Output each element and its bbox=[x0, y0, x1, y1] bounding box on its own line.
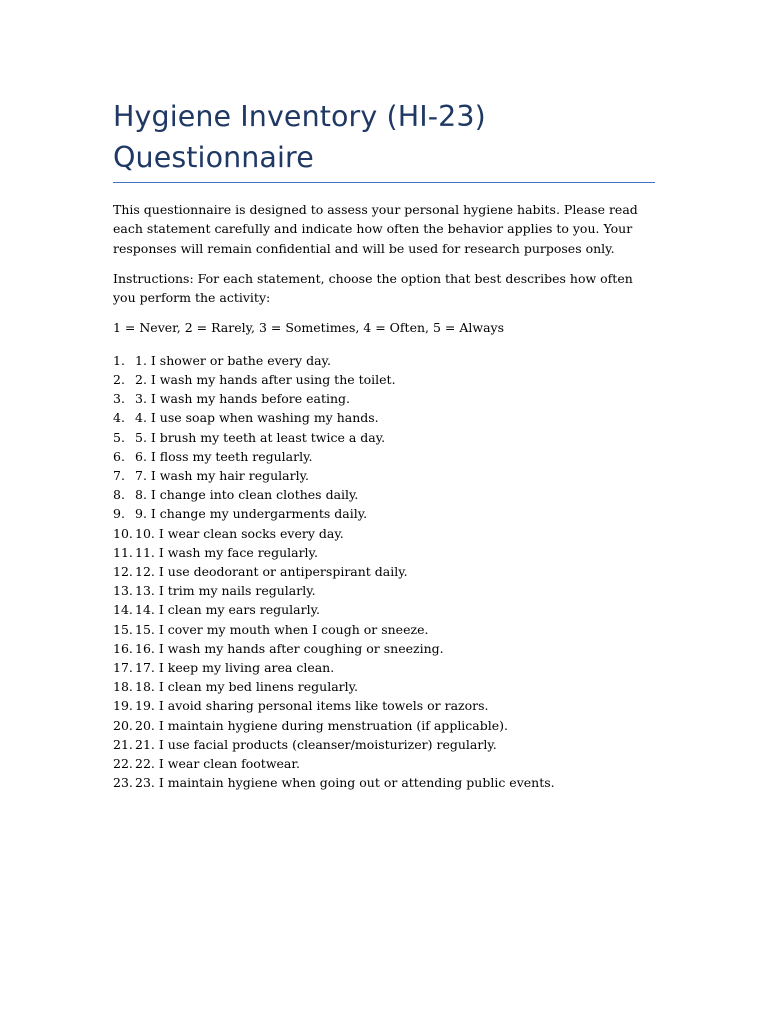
rating-scale: 1 = Never, 2 = Rarely, 3 = Sometimes, 4 = Often, 5 = Always bbox=[113, 320, 504, 336]
item-text: 20. I maintain hygiene during menstruation (if applicable). bbox=[135, 717, 509, 733]
list-item bbox=[113, 754, 655, 773]
title-line-1: Hygiene Inventory (HI-23) bbox=[113, 100, 486, 133]
list-item bbox=[113, 428, 655, 447]
item-number: 3. bbox=[113, 391, 125, 407]
list-item bbox=[113, 524, 655, 543]
item-number: 15. bbox=[113, 621, 133, 637]
item-number: 17. bbox=[113, 660, 133, 676]
list-item bbox=[113, 773, 655, 792]
item-number: 6. bbox=[113, 448, 125, 464]
item-number: 23. bbox=[113, 775, 133, 791]
title-underline bbox=[113, 182, 655, 183]
item-number: 18. bbox=[113, 679, 133, 695]
list-item bbox=[113, 351, 655, 370]
item-text: 22. I wear clean footwear. bbox=[135, 756, 300, 772]
list-item bbox=[113, 485, 655, 504]
item-text: 10. I wear clean socks every day. bbox=[135, 525, 344, 541]
item-text: 2. I wash my hands after using the toilet. bbox=[135, 371, 396, 387]
item-number: 16. bbox=[113, 640, 133, 656]
list-item bbox=[113, 658, 655, 677]
list-item bbox=[113, 696, 655, 715]
list-item bbox=[113, 466, 655, 485]
title-line-2: Questionnaire bbox=[113, 141, 314, 174]
item-text: 3. I wash my hands before eating. bbox=[135, 391, 351, 407]
item-number: 7. bbox=[113, 468, 125, 483]
item-text: 4. I use soap when washing my hands. bbox=[135, 410, 379, 426]
item-text: 8. I change into clean clothes daily. bbox=[135, 487, 359, 503]
item-text: 18. I clean my bed linens regularly. bbox=[135, 679, 359, 695]
item-text: 11. I wash my face regularly. bbox=[135, 544, 318, 560]
list-item bbox=[113, 447, 655, 466]
item-number: 13. bbox=[113, 583, 133, 599]
list-item bbox=[113, 581, 655, 600]
item-text: 21. I use facial products (cleanser/moisturizer) regularly. bbox=[135, 736, 497, 752]
item-number: 8. bbox=[113, 487, 125, 503]
instructions-paragraph: Instructions: For each statement, choose the option that best describes how often you perform the activity: bbox=[113, 270, 633, 306]
list-item bbox=[113, 735, 655, 754]
list-item bbox=[113, 620, 655, 639]
item-text: 17. I keep my living area clean. bbox=[135, 660, 335, 676]
item-number: 22. bbox=[113, 756, 133, 772]
item-text: 23. I maintain hygiene when going out or attending public events. bbox=[135, 775, 555, 791]
list-item bbox=[113, 600, 655, 619]
item-text: 19. I avoid sharing personal items like towels or razors. bbox=[135, 698, 489, 714]
item-text: 9. I change my undergarments daily. bbox=[135, 506, 368, 522]
item-text: 14. I clean my ears regularly. bbox=[135, 602, 320, 618]
item-text: 1. I shower or bathe every day. bbox=[135, 352, 331, 368]
item-text: 16. I wash my hands after coughing or sneezing. bbox=[135, 640, 444, 656]
list-item bbox=[113, 677, 655, 696]
document-title bbox=[113, 96, 655, 178]
list-item bbox=[113, 562, 655, 581]
item-number: 2. bbox=[113, 371, 125, 387]
list-item bbox=[113, 543, 655, 562]
list-item bbox=[113, 504, 655, 523]
list-item bbox=[113, 716, 655, 735]
item-number: 14. bbox=[113, 602, 133, 618]
item-number: 19. bbox=[113, 698, 133, 714]
item-number: 21. bbox=[113, 736, 133, 752]
item-number: 20. bbox=[113, 717, 133, 733]
item-number: 9. bbox=[113, 506, 125, 522]
list-item bbox=[113, 389, 655, 408]
list-item bbox=[113, 408, 655, 427]
item-number: 12. bbox=[113, 564, 133, 580]
intro-paragraph: This questionnaire is designed to assess your personal hygiene habits. Please read each statement carefully and indicate how often the behavior applies to you. Your responses will remain confidential and will be used for research purposes only. bbox=[113, 202, 638, 256]
item-number: 11. bbox=[113, 544, 133, 560]
item-text: 5. I brush my teeth at least twice a day. bbox=[135, 429, 386, 445]
item-text: 12. I use deodorant or antiperspirant daily. bbox=[135, 564, 408, 580]
list-item bbox=[113, 370, 655, 389]
item-number: 10. bbox=[113, 525, 133, 541]
item-text: 7. I wash my hair regularly. bbox=[135, 468, 309, 483]
list-item bbox=[113, 639, 655, 658]
item-number: 5. bbox=[113, 429, 125, 445]
item-number: 4. bbox=[113, 410, 125, 426]
item-text: 6. I floss my teeth regularly. bbox=[135, 448, 313, 464]
document-body bbox=[113, 96, 655, 792]
item-text: 13. I trim my nails regularly. bbox=[135, 583, 316, 599]
item-text: 15. I cover my mouth when I cough or sneeze. bbox=[135, 621, 429, 637]
questionnaire-items bbox=[113, 351, 655, 793]
item-number: 1. bbox=[113, 352, 125, 368]
